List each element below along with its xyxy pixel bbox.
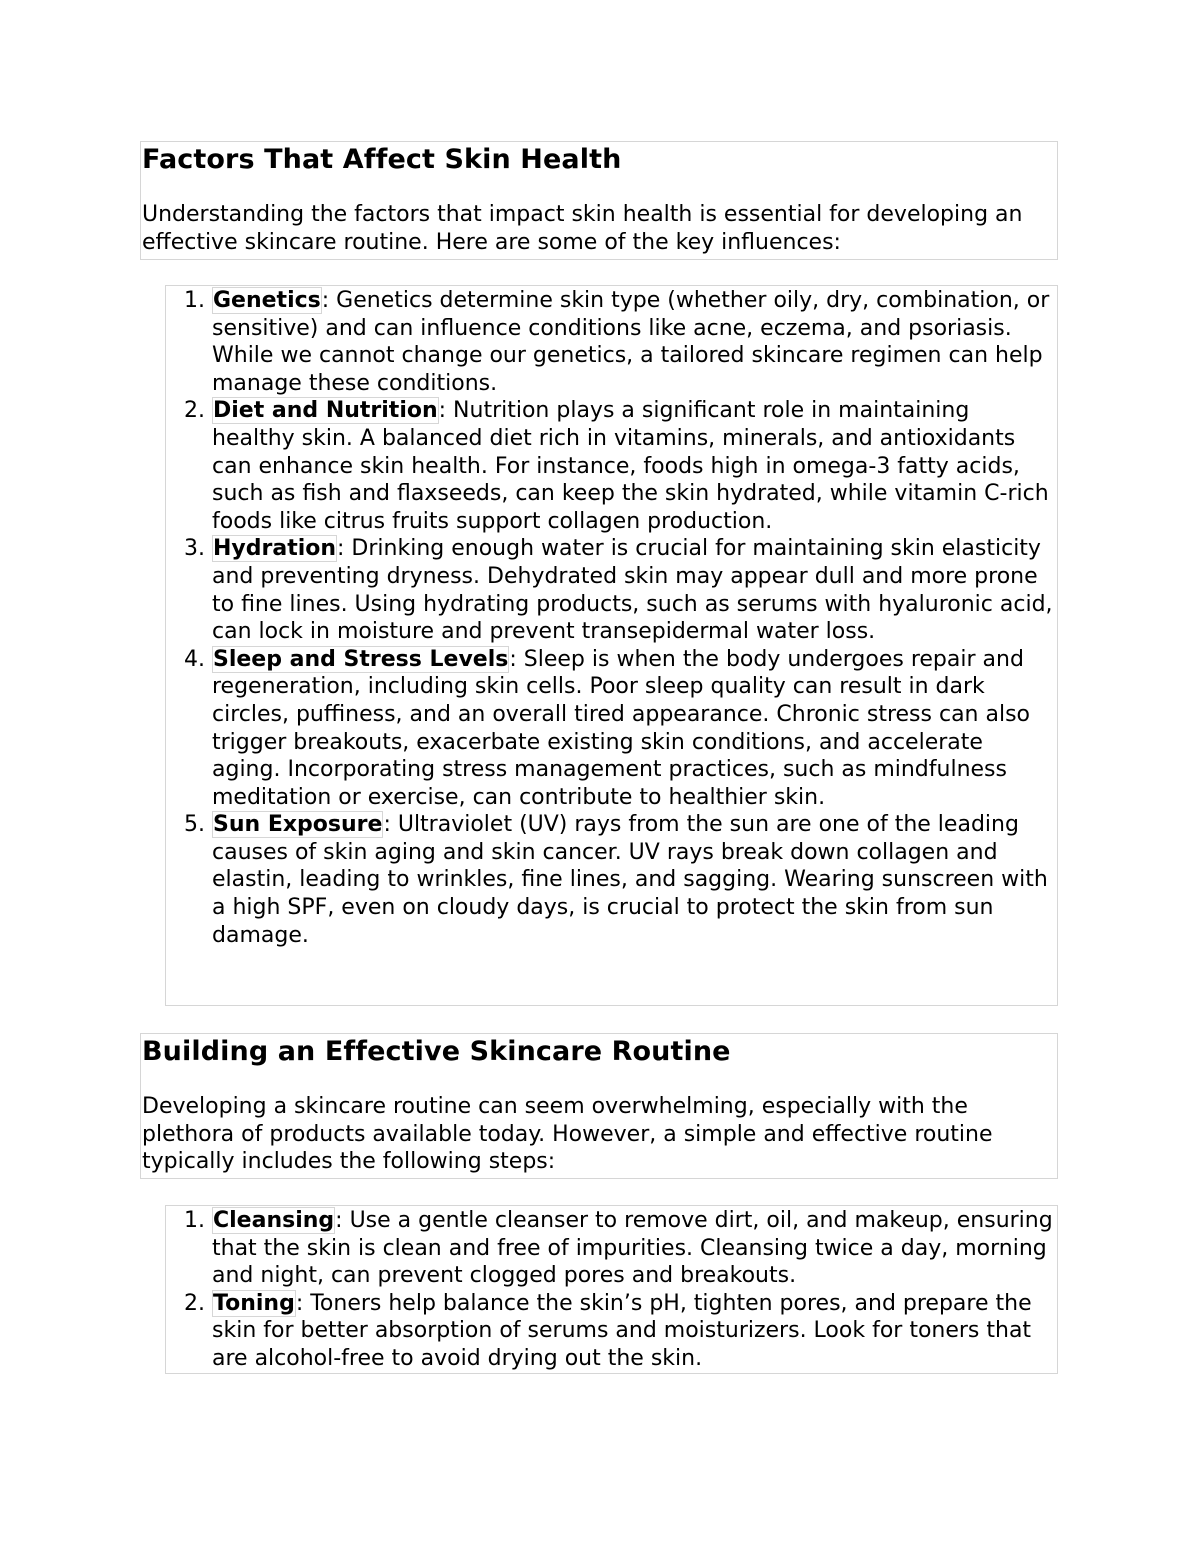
section-2-header — [140, 1033, 1058, 1179]
term-genetics: Genetics — [213, 288, 321, 313]
item-text: : Genetics determine skin type (whether oily, dry, combination, or sensitive) and can influence conditions like acne, eczema, and psoriasis. While we cannot change our genetics, a tailored skincare regimen can help manage these conditions. — [212, 288, 1050, 396]
list-item-sleep-stress — [212, 646, 1057, 812]
section-2-intro: Developing a skincare routine can seem overwhelming, especially with the plethora of products available today. However, a simple and effective routine typically includes the following steps: — [142, 1094, 993, 1174]
item-text: : Ultraviolet (UV) rays from the sun are one of the leading causes of skin aging and skin cancer. UV rays break down collagen and elastin, leading to wrinkles, fine lines, and sagging. Wearing sunscreen with a high SPF, even on cloudy days, is crucial to protect the skin from sun damage. — [212, 812, 1048, 948]
list-item-hydration — [212, 535, 1057, 645]
item-text: : Use a gentle cleanser to remove dirt, oil, and makeup, ensuring that the skin is clean and free of impurities. Cleansing twice a day, morning and night, can prevent clogged pores and breakouts. — [212, 1208, 1053, 1289]
term-cleansing: Cleansing — [213, 1208, 335, 1233]
item-text: : Sleep is when the body undergoes repair and regeneration, including skin cells. Poor sleep quality can result in dark circles, puffiness, and an overall tired appearance. Chronic stress can also trigger breakouts, exacerbate existing skin conditions, and accelerate aging. Incorporating stress management practices, such as mindfulness meditation or exercise, can contribute to healthier skin. — [212, 646, 1030, 810]
section-1-header — [140, 141, 1058, 260]
list-item-diet — [212, 397, 1057, 535]
section-2-list-container — [165, 1205, 1058, 1374]
item-text: : Nutrition plays a significant role in maintaining healthy skin. A balanced diet rich in vitamins, minerals, and antioxidants can enhance skin health. For instance, foods high in omega-3 fatty acids, such as fish and flaxseeds, can keep the skin hydrated, while vitamin C-rich foods like citrus fruits support collagen production. — [212, 398, 1049, 534]
list-item-sun-exposure — [212, 811, 1057, 949]
section-2-list — [166, 1206, 1057, 1373]
term-sun-exposure: Sun Exposure — [213, 812, 383, 838]
section-1-list — [166, 286, 1057, 949]
term-sleep-stress: Sleep and Stress Levels — [213, 646, 509, 672]
item-text: : Drinking enough water is crucial for maintaining skin elasticity and preventing dryness. Dehydrated skin may appear dull and more prone to fine lines. Using hydrating products, such as serums with hyaluronic acid, can lock in moisture and prevent transepidermal water loss. — [212, 536, 1053, 645]
term-hydration: Hydration — [213, 536, 337, 562]
term-diet: Diet and Nutrition — [213, 398, 438, 424]
term-toning: Toning — [213, 1290, 295, 1316]
list-item-toning — [212, 1290, 1057, 1373]
section-2-title: Building an Effective Skincare Routine — [142, 1036, 731, 1067]
section-1-title: Factors That Affect Skin Health — [142, 144, 622, 175]
section-1-intro: Understanding the factors that impact skin health is essential for developing an effective skincare routine. Here are some of the key influences: — [142, 202, 1023, 255]
list-item-genetics — [212, 287, 1057, 397]
section-1-list-container — [165, 285, 1058, 1006]
item-text: : Toners help balance the skin’s pH, tighten pores, and prepare the skin for better absorption of serums and moisturizers. Look for toners that are alcohol-free to avoid drying out the skin. — [212, 1290, 1032, 1371]
list-item-cleansing — [212, 1207, 1057, 1290]
